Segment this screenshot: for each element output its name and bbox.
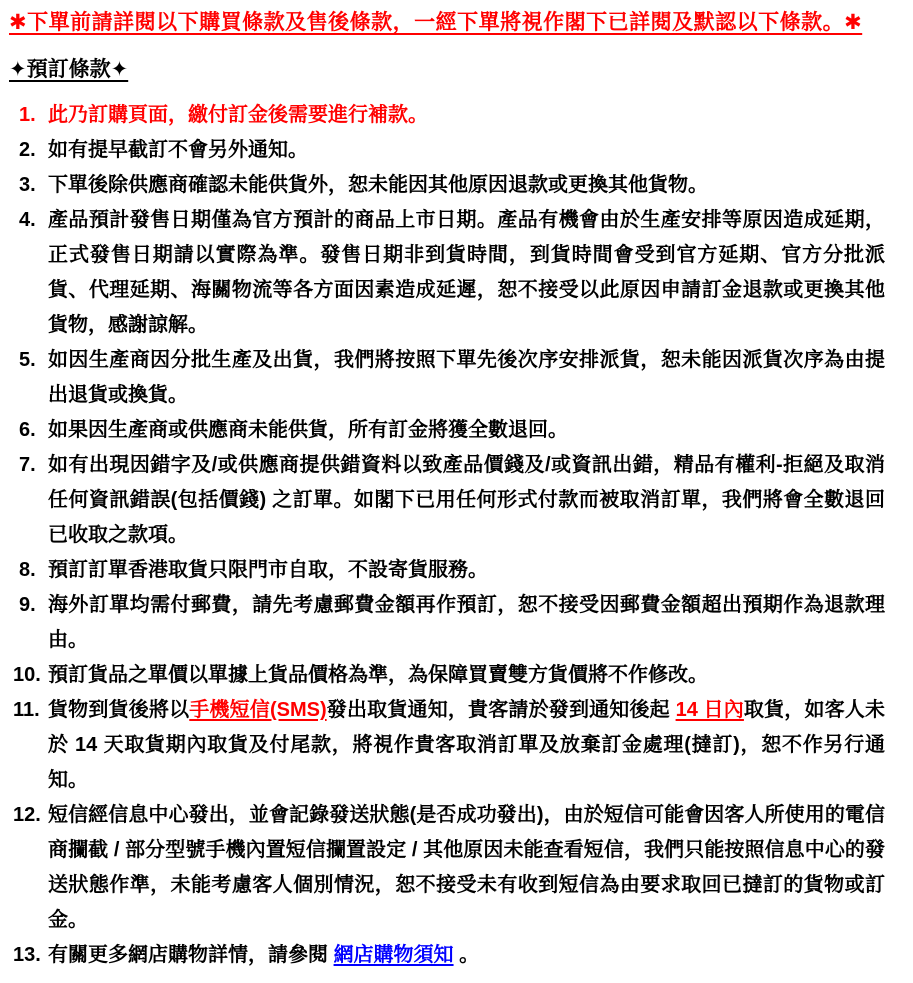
- term-item-10: [9, 658, 885, 693]
- term-number: 13.: [13, 944, 41, 966]
- term-number: 9.: [19, 594, 36, 616]
- term-number: 1.: [19, 104, 36, 126]
- preorder-terms-section-title: ✦預訂條款✦: [9, 58, 129, 81]
- term-text: [48, 588, 885, 658]
- term-item-11: [9, 693, 885, 798]
- term-number: 4.: [19, 209, 36, 231]
- term-number: 5.: [19, 349, 36, 371]
- term-number: 8.: [19, 559, 36, 581]
- term-item-13: [9, 938, 885, 973]
- term-segment: 有關更多網店購物詳情，請參閱: [48, 944, 334, 966]
- term-segment: 如因生產商因分批生產及出貨，我們將按照下單先後次序安排派貨，恕未能因派貨次序為由提出退貨或換貨。: [48, 349, 885, 406]
- term-number: 2.: [19, 139, 36, 161]
- term-segment: 產品預計發售日期僅為官方預計的商品上市日期。產品有機會由於生產安排等原因造成延期，正式發售日期請以實際為準。發售日期非到貨時間，到貨時間會受到官方延期、官方分批派貨、代理延期、海關物流等各方面因素造成延遲，恕不接受以此原因申請訂金退款或更換其他貨物，感謝諒解。: [48, 209, 885, 336]
- term-segment: 下單後除供應商確認未能供貨外，恕未能因其他原因退款或更換其他貨物。: [48, 174, 708, 196]
- term-text: [48, 413, 885, 448]
- term-item-2: [9, 133, 885, 168]
- term-segment: 預訂訂單香港取貨只限門市自取，不設寄貨服務。: [48, 559, 488, 581]
- term-text: [48, 448, 885, 553]
- term-item-4: [9, 203, 885, 343]
- preorder-terms-list: [9, 98, 885, 973]
- term-segment: 發出取貨通知，貴客請於發到通知後起: [326, 699, 676, 721]
- term-segment: 如果因生產商或供應商未能供貨，所有訂金將獲全數退回。: [48, 419, 568, 441]
- term-text: [48, 693, 885, 798]
- pickup-deadline-highlight: 14 日內: [675, 699, 744, 721]
- term-segment: 此乃訂購頁面，繳付訂金後需要進行補款。: [48, 104, 428, 126]
- term-segment: 。: [453, 944, 480, 966]
- term-segment: 短信經信息中心發出，並會記錄發送狀態(是否成功發出)，由於短信可能會因客人所使用的電信商攔截 / 部分型號手機內置短信攔置設定 / 其他原因未能查看短信，我們只能按照信息中心的發送狀態作準，未能考慮客人個別情況，恕不接受未有收到短信為由要求取回已撻訂的貨物或訂金。: [48, 804, 885, 931]
- term-text: [48, 168, 885, 203]
- term-text: [48, 98, 885, 133]
- term-item-8: [9, 553, 885, 588]
- purchase-terms-warning-header: ✱下單前請詳閱以下購買條款及售後條款，一經下單將視作閣下已詳閱及默認以下條款。✱: [9, 11, 863, 34]
- term-item-5: [9, 343, 885, 413]
- term-item-12: [9, 798, 885, 938]
- term-text: [48, 133, 885, 168]
- sms-pickup-notice-highlight: 手機短信(SMS): [189, 699, 327, 721]
- term-item-6: [9, 413, 885, 448]
- term-text: [48, 658, 885, 693]
- term-segment: 如有出現因錯字及/或供應商提供錯資料以致產品價錢及/或資訊出錯，精品有權利-拒絕及取消任何資訊錯誤(包括價錢) 之訂單。如閣下已用任何形式付款而被取消訂單，我們將會全數退回已收取之款項。: [48, 454, 885, 546]
- term-number: 10.: [13, 664, 41, 686]
- term-number: 6.: [19, 419, 36, 441]
- store-shopping-notice-link[interactable]: 網店購物須知: [333, 944, 454, 966]
- term-text: [48, 203, 885, 343]
- term-text: [48, 938, 885, 973]
- term-segment: 海外訂單均需付郵費，請先考慮郵費金額再作預訂，恕不接受因郵費金額超出預期作為退款理由。: [48, 594, 885, 651]
- term-number: 12.: [13, 804, 41, 826]
- term-segment: 預訂貨品之單價以單據上貨品價格為準，為保障買賣雙方貨價將不作修改。: [48, 664, 708, 686]
- term-text: [48, 553, 885, 588]
- section-title-row: [9, 55, 885, 85]
- term-segment: 貨物到貨後將以: [48, 699, 190, 721]
- term-item-1: [9, 98, 885, 133]
- term-number: 7.: [19, 454, 36, 476]
- term-text: [48, 343, 885, 413]
- term-segment: 取貨，如客人未於 14 天取貨期內取貨及付尾款，將視作貴客取消訂單及放棄訂金處理(撻訂)，恕不作另行通知。: [48, 699, 885, 791]
- term-text: [48, 798, 885, 938]
- term-item-3: [9, 168, 885, 203]
- term-segment: 如有提早截訂不會另外通知。: [48, 139, 308, 161]
- term-item-9: [9, 588, 885, 658]
- term-item-7: [9, 448, 885, 553]
- term-number: 3.: [19, 174, 36, 196]
- term-number: 11.: [13, 699, 40, 721]
